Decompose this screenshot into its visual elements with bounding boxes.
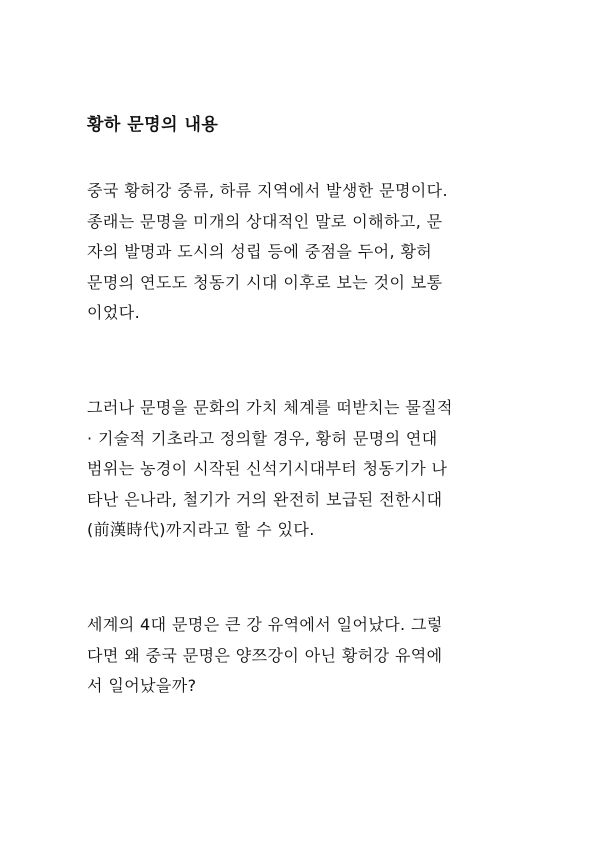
document-title: 황하 문명의 내용	[87, 115, 219, 135]
paragraph-line: 종래는 문명을 미개의 상대적인 말로 이해하고, 문	[87, 211, 443, 231]
paragraph-line: 중국 황허강 중류, 하류 지역에서 발생한 문명이다.	[87, 181, 449, 200]
paragraph-definition	[87, 176, 448, 329]
paragraph-chronology	[87, 393, 453, 546]
paragraph-line: · 기술적 기초라고 정의할 경우, 황허 문명의 연대	[87, 428, 438, 448]
paragraph-line: 범위는 농경이 시작된 신석기시대부터 청동기가 나	[87, 459, 448, 478]
paragraph-line: 이었다.	[87, 303, 141, 322]
paragraph-line: 자의 발명과 도시의 성립 등에 중점을 두어, 황허	[87, 242, 433, 261]
paragraph-line: (前漢時代)까지라고 할 수 있다.	[87, 520, 315, 539]
paragraph-line: 타난 은나라, 철기가 거의 완전히 보급된 전한시대	[87, 489, 443, 509]
paragraph-line: 다면 왜 중국 문명은 양쯔강이 아닌 황허강 유역에	[87, 645, 443, 665]
paragraph-line: 서 일어났을까?	[87, 676, 197, 695]
paragraph-line: 세계의 4대 문명은 큰 강 유역에서 일어났다. 그렇	[87, 615, 443, 634]
paragraph-question	[87, 610, 443, 702]
paragraph-line: 문명의 연도도 청동기 시대 이후로 보는 것이 보통	[87, 272, 443, 292]
paragraph-line: 그러나 문명을 문화의 가치 체계를 떠받치는 물질적	[87, 398, 453, 417]
